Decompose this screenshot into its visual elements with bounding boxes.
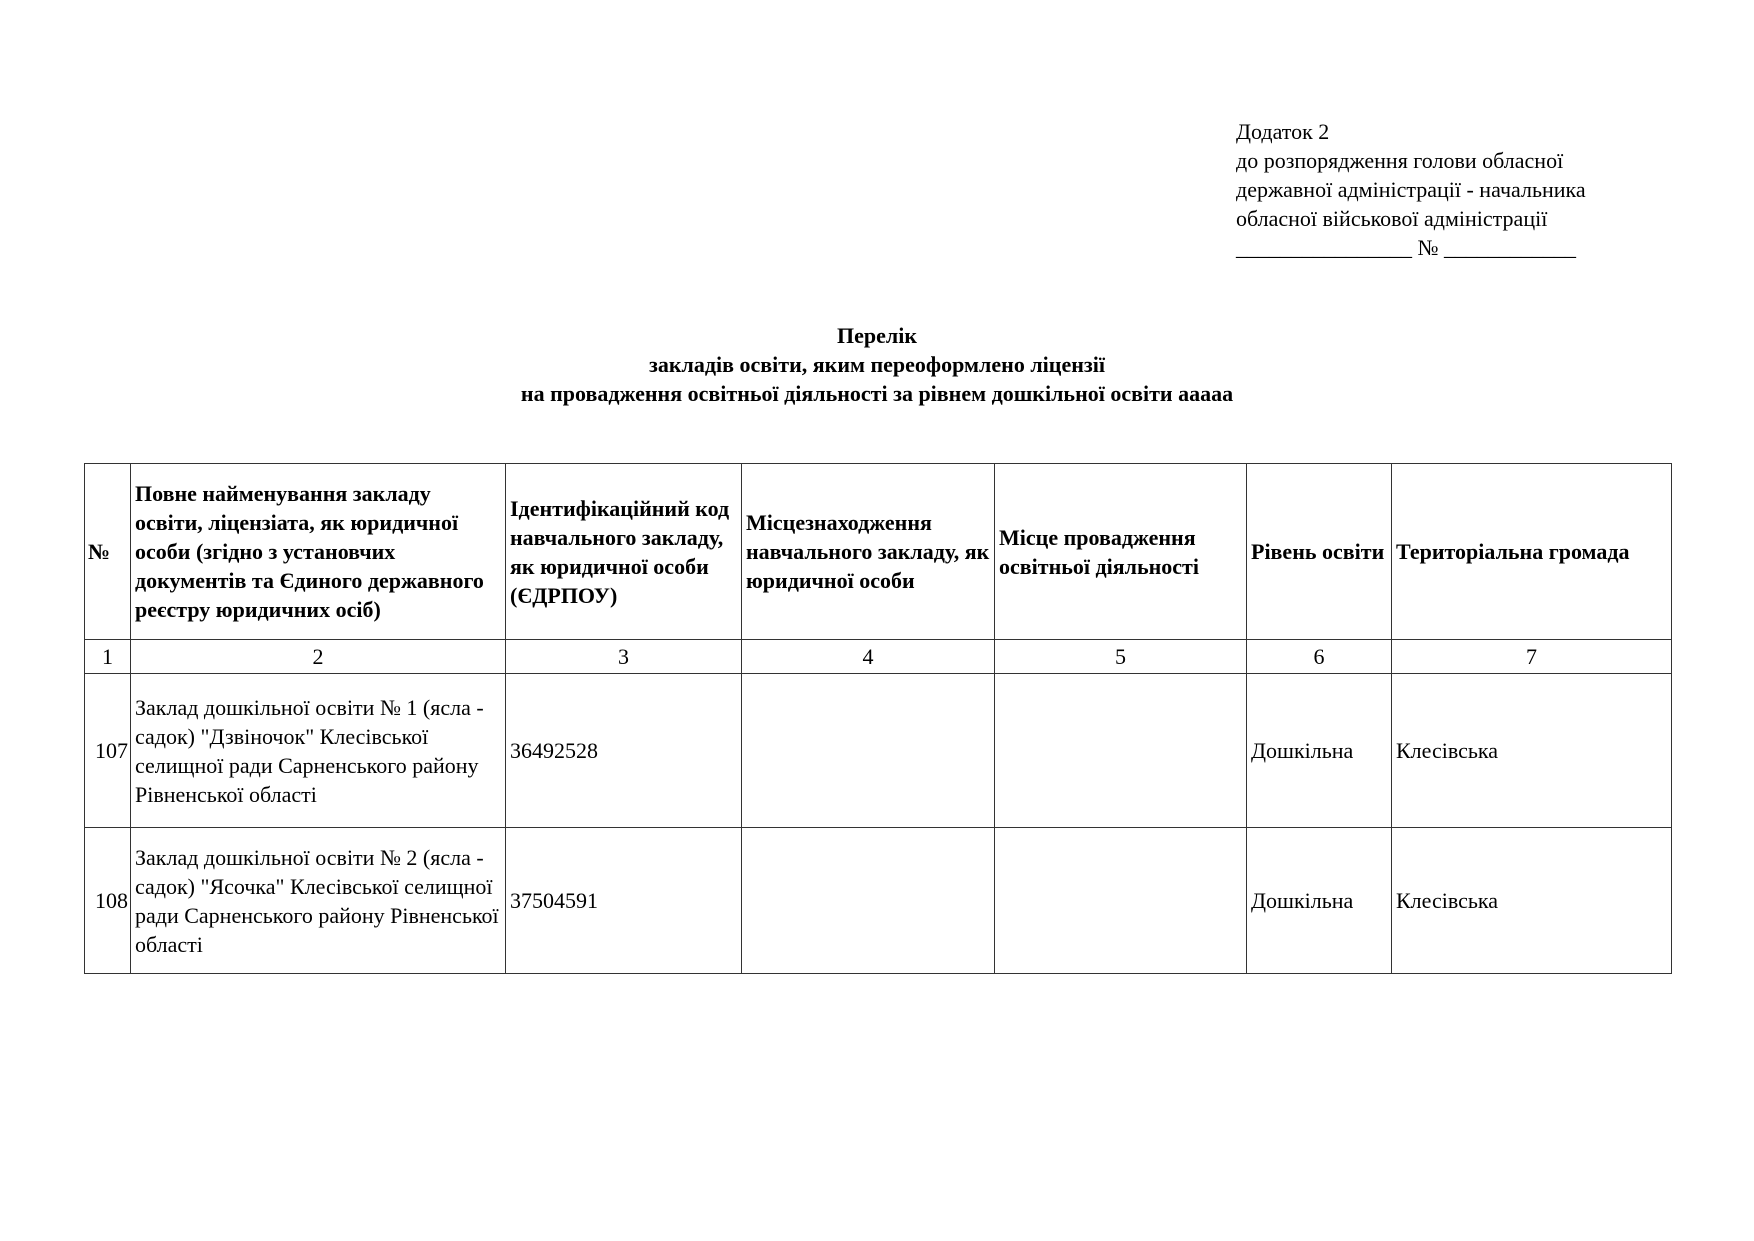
column-number: 4: [742, 640, 995, 674]
document-title: [0, 321, 1754, 408]
education-level: Дошкільна: [1247, 828, 1392, 974]
institution-location: [742, 828, 995, 974]
institutions-table: [84, 463, 1672, 974]
education-level: Дошкільна: [1247, 674, 1392, 828]
appendix-signature-line: ________________ № ____________: [1236, 235, 1576, 260]
activity-place: [995, 828, 1247, 974]
column-number: 6: [1247, 640, 1392, 674]
table-header-row: [85, 464, 1672, 640]
title-line: Перелік: [836, 323, 917, 348]
header-cell-level: Рівень освіти: [1247, 464, 1392, 640]
institution-location: [742, 674, 995, 828]
edrpou-code: 36492528: [506, 674, 742, 828]
row-number: 107: [85, 674, 131, 828]
activity-place: [995, 674, 1247, 828]
institution-name: Заклад дошкільної освіти № 1 (ясла - садок) "Дзвіночок" Клесівської селищної ради Сарненського району Рівненської області: [131, 674, 506, 828]
header-cell-name: Повне найменування закладу освіти, ліцензіата, як юридичної особи (згідно з установчих документів та Єдиного державного реєстру юридичних осіб): [131, 464, 506, 640]
appendix-line: Додаток 2: [1236, 119, 1330, 144]
appendix-block: [1236, 117, 1696, 262]
header-cell-community: Територіальна громада: [1392, 464, 1672, 640]
row-number: 108: [85, 828, 131, 974]
appendix-line: до розпорядження голови обласної: [1236, 148, 1564, 173]
appendix-line: обласної військової адміністрації: [1236, 206, 1548, 231]
institution-name: Заклад дошкільної освіти № 2 (ясла - садок) "Ясочка" Клесівської селищної ради Сарненського району Рівненської області: [131, 828, 506, 974]
header-cell-code: Ідентифікаційний код навчального закладу, як юридичної особи (ЄДРПОУ): [506, 464, 742, 640]
column-number: 7: [1392, 640, 1672, 674]
header-cell-number: №: [85, 464, 131, 640]
edrpou-code: 37504591: [506, 828, 742, 974]
column-number: 5: [995, 640, 1247, 674]
table-row: [85, 674, 1672, 828]
territorial-community: Клесівська: [1392, 674, 1672, 828]
header-cell-activity-place: Місце провадження освітньої діяльності: [995, 464, 1247, 640]
title-line: закладів освіти, яким переоформлено ліцензії: [649, 352, 1105, 377]
column-number: 1: [85, 640, 131, 674]
table-row: [85, 828, 1672, 974]
territorial-community: Клесівська: [1392, 828, 1672, 974]
column-number: 3: [506, 640, 742, 674]
appendix-line: державної адміністрації - начальника: [1236, 177, 1586, 202]
column-number-row: [85, 640, 1672, 674]
column-number: 2: [131, 640, 506, 674]
header-cell-location: Місцезнаходження навчального закладу, як юридичної особи: [742, 464, 995, 640]
title-line: на провадження освітньої діяльності за рівнем дошкільної освіти ааааа: [520, 381, 1234, 406]
